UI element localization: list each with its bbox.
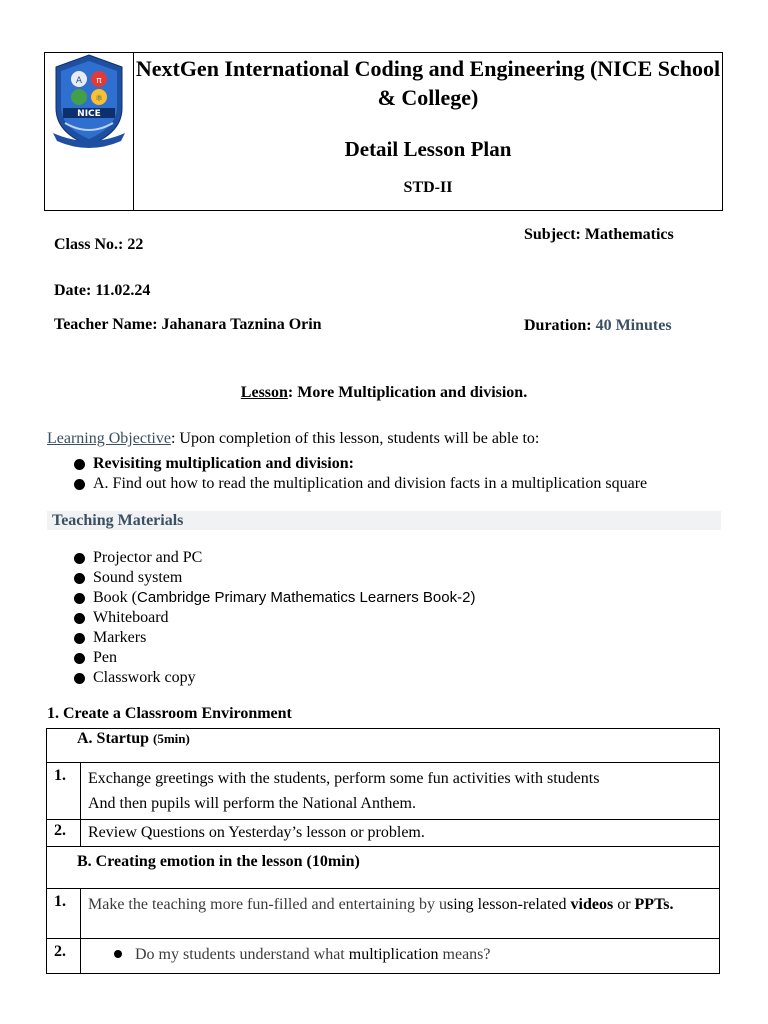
table-row — [47, 889, 720, 939]
materials-list — [70, 548, 475, 688]
list-item — [70, 454, 647, 474]
list-item — [70, 568, 475, 588]
row-text-bold: PPTs. — [634, 896, 674, 913]
row-text: means? — [438, 946, 491, 963]
list-item — [70, 588, 475, 608]
header-box — [44, 52, 723, 211]
svg-text:NICE: NICE — [77, 109, 101, 119]
section-title: 1. Create a Classroom Environment — [47, 705, 292, 722]
standard-label: STD-II — [403, 179, 453, 196]
bullet-icon — [74, 459, 85, 470]
duration-label: Duration: — [524, 317, 596, 334]
bullet-icon — [74, 573, 85, 584]
row-content — [81, 763, 720, 820]
list-item — [70, 608, 475, 628]
logo-cell — [45, 53, 134, 210]
duration — [524, 317, 672, 335]
learning-objective-text: : Upon completion of this lesson, students will be able to: — [170, 430, 540, 447]
lesson-table — [46, 728, 720, 974]
row-text: Exchange greetings with the students, perform some fun activities with students — [88, 770, 600, 787]
date: Date: 11.02.24 — [54, 282, 151, 299]
list-item-text: Pen — [93, 649, 117, 666]
row-text: Make the teaching more fun-filled and entertaining by u — [88, 896, 447, 913]
row-number: 1. — [47, 763, 81, 820]
list-item-text: Markers — [93, 629, 147, 646]
table-row — [47, 820, 720, 847]
startup-heading — [47, 729, 720, 763]
row-number: 1. — [47, 889, 81, 939]
teaching-materials-title: Teaching Materials — [52, 512, 184, 529]
row-text: Review Questions on Yesterday’s lesson or problem. — [81, 820, 720, 847]
list-item-text: Classwork copy — [93, 669, 196, 686]
school-name: NextGen International Coding and Engineering (NICE School & College) — [135, 56, 721, 110]
list-item — [70, 668, 475, 688]
row-number: 2. — [47, 939, 81, 974]
duration-value: 40 Minutes — [595, 317, 672, 334]
lesson-label: Lesson — [240, 384, 288, 401]
class-no: Class No.: 22 — [54, 236, 144, 253]
row-text: multiplication — [348, 946, 439, 963]
row-content — [81, 939, 720, 974]
startup-title: A. Startup — [77, 730, 154, 747]
list-item — [70, 628, 475, 648]
row-text: sing lesson-related — [446, 896, 571, 913]
table-row — [47, 847, 720, 889]
list-item-text: Book ( — [93, 589, 137, 606]
bullet-icon — [74, 633, 85, 644]
learning-objective — [47, 430, 539, 448]
teaching-materials-heading — [47, 511, 721, 530]
learning-objective-label: Learning Objective — [47, 430, 171, 447]
lesson-line — [0, 384, 768, 402]
list-item — [70, 648, 475, 668]
plan-title: Detail Lesson Plan — [344, 137, 512, 161]
objective-list — [70, 454, 647, 494]
table-row — [47, 939, 720, 974]
table-row — [47, 729, 720, 763]
bullet-icon — [114, 950, 122, 958]
row-text: And then pupils will perform the National Anthem. — [88, 795, 416, 812]
list-item — [70, 548, 475, 568]
bullet-icon — [74, 673, 85, 684]
row-text: or — [613, 896, 635, 913]
school-logo — [45, 53, 133, 210]
list-item-text: Revisiting multiplication and division: — [93, 455, 354, 472]
row-number: 2. — [47, 820, 81, 847]
bullet-icon — [74, 553, 85, 564]
bullet-icon — [74, 653, 85, 664]
emotion-heading: B. Creating emotion in the lesson (10min) — [47, 847, 720, 889]
row-text-bold: videos — [570, 896, 614, 913]
row-content — [81, 889, 720, 939]
book-title: Cambridge Primary Mathematics Learners Book-2) — [137, 589, 476, 606]
list-item-text: Whiteboard — [93, 609, 169, 626]
bullet-icon — [74, 479, 85, 490]
teacher-name: Teacher Name: Jahanara Taznina Orin — [54, 316, 322, 333]
list-item-text: Sound system — [93, 569, 183, 586]
row-text: Do my students understand what — [135, 946, 349, 963]
table-row — [47, 763, 720, 820]
list-item — [70, 474, 647, 494]
svg-text:A: A — [75, 76, 83, 86]
startup-time: (5min) — [153, 731, 190, 746]
lesson-text: : More Multiplication and division. — [287, 384, 528, 401]
list-item-text: A. Find out how to read the multiplication and division facts in a multiplication square — [93, 475, 648, 492]
svg-text:⚛: ⚛ — [94, 94, 104, 104]
svg-text:π: π — [96, 76, 102, 86]
bullet-icon — [74, 593, 85, 604]
subject: Subject: Mathematics — [524, 226, 674, 243]
list-item-text: Projector and PC — [93, 549, 203, 566]
bullet-icon — [74, 613, 85, 624]
